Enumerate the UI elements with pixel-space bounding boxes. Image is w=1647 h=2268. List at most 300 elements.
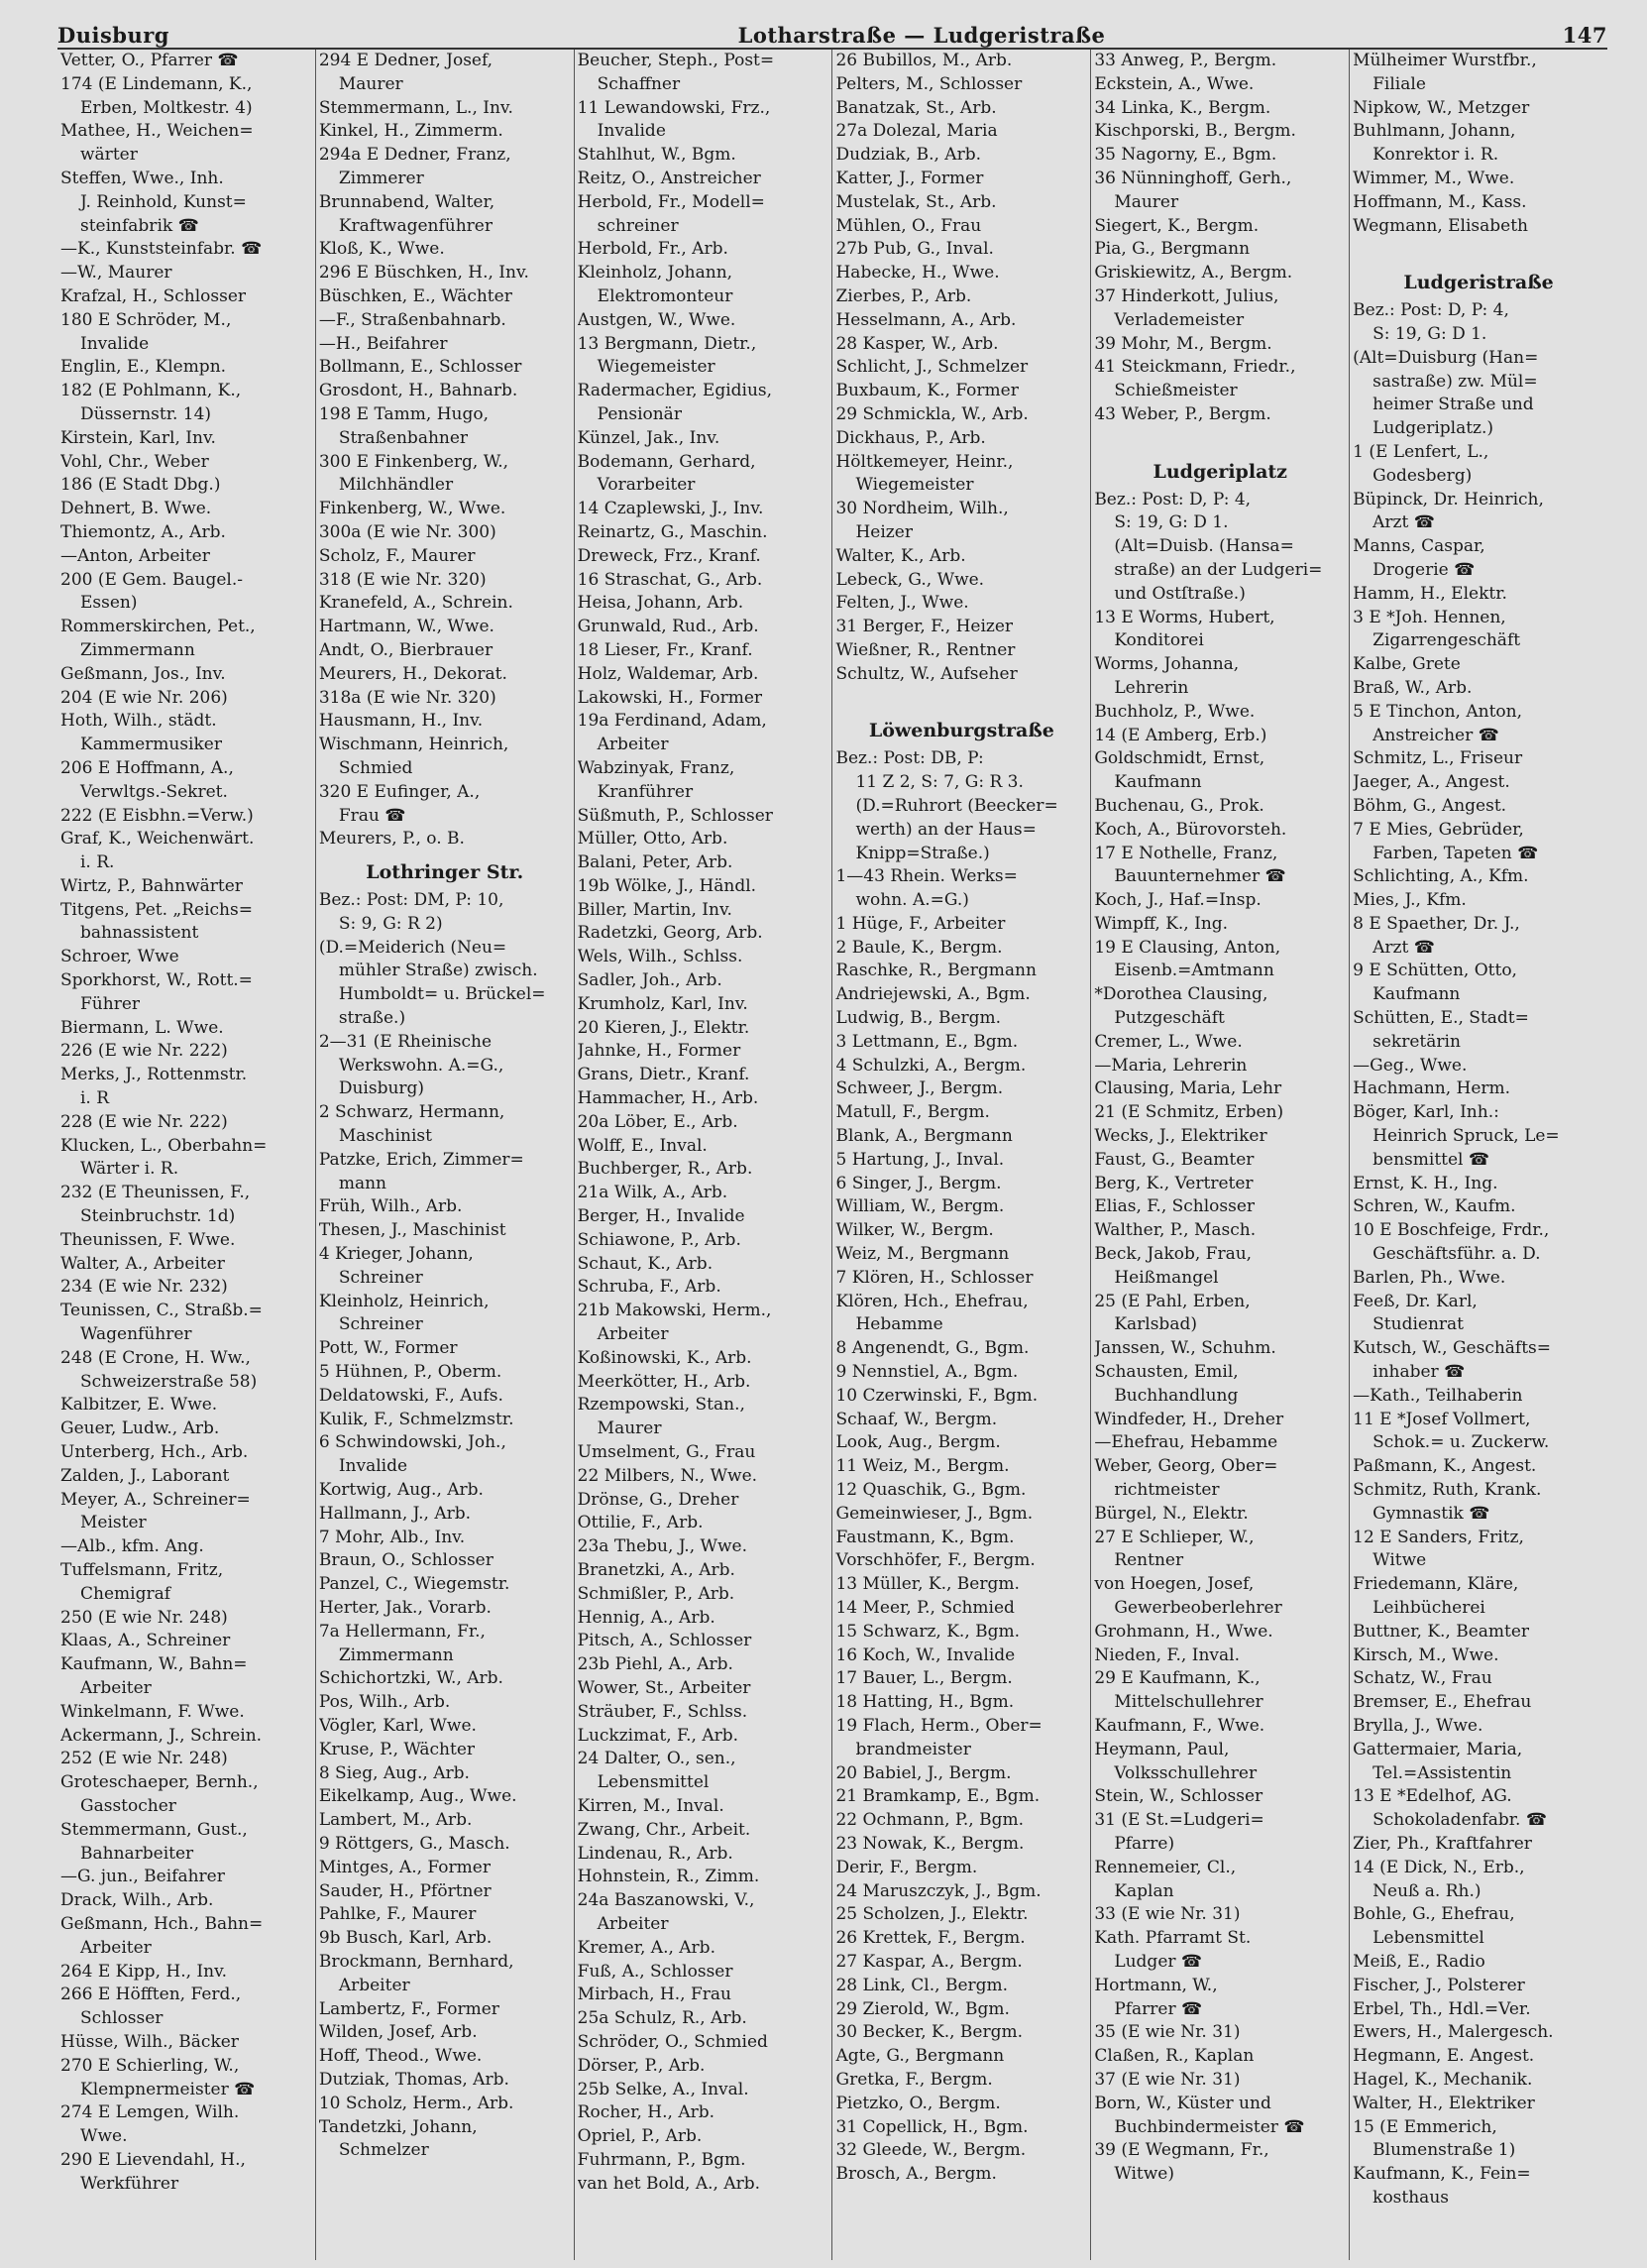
header-city: Duisburg xyxy=(57,23,169,48)
directory-entry: 13 Müller, K., Bergm. xyxy=(835,1574,1020,1595)
directory-entry: 204 (E wie Nr. 206) xyxy=(60,687,228,708)
directory-entry: van het Bold, A., Arb. xyxy=(577,2173,761,2194)
entry-continuation: Heißmangel xyxy=(1114,1267,1219,1288)
directory-entry: Sauder, H., Pförtner xyxy=(318,1880,492,1901)
directory-entry: Winkelmann, F. Wwe. xyxy=(60,1701,245,1722)
directory-entry: 23a Thebu, J., Wwe. xyxy=(577,1536,748,1557)
directory-entry: Kaufmann, F., Wwe. xyxy=(1094,1715,1265,1736)
directory-entry: 228 (E wie Nr. 222) xyxy=(60,1111,228,1132)
directory-entry: Griskiewitz, A., Bergm. xyxy=(1094,263,1293,284)
entry-continuation: Lebensmittel xyxy=(1372,1928,1484,1949)
entry-continuation: Wiegemeister xyxy=(597,357,715,378)
directory-entry: Walther, P., Masch. xyxy=(1094,1220,1257,1241)
directory-entry: 33 Anweg, P., Bergm. xyxy=(1094,51,1277,70)
directory-entry: Tandetzki, Johann, xyxy=(318,2116,478,2137)
street-heading: Löwenburgstraße xyxy=(868,720,1054,742)
directory-entry: 182 (E Pohlmann, K., xyxy=(60,381,242,401)
directory-column xyxy=(1091,50,1350,2260)
directory-entry: Früh, Wilh., Arb. xyxy=(318,1196,463,1217)
directory-entry: Vohl, Chr., Weber xyxy=(60,451,209,472)
directory-entry: Kortwig, Aug., Arb. xyxy=(318,1480,484,1501)
directory-entry: 31 (E St.=Ludgeri= xyxy=(1094,1810,1264,1831)
directory-entry: Jahnke, H., Former xyxy=(577,1041,741,1062)
directory-entry: Ottilie, F., Arb. xyxy=(577,1513,704,1533)
directory-entry: Drack, Wilh., Arb. xyxy=(60,1890,214,1911)
directory-entry: 37 Hinderkott, Julius, xyxy=(1094,285,1279,306)
entry-continuation: Arbeiter xyxy=(80,1937,152,1958)
directory-entry: 7 Klören, H., Schlosser xyxy=(835,1267,1034,1288)
directory-entry: Klaas, A., Schreiner xyxy=(60,1631,231,1651)
directory-entry: 232 (E Theunissen, F., xyxy=(60,1183,251,1203)
entry-continuation: Arzt ☎ xyxy=(1372,512,1435,533)
entry-continuation: Kaufmann xyxy=(1114,772,1202,793)
directory-entry: Braun, O., Schlosser xyxy=(318,1550,494,1571)
directory-entry: Mathee, H., Weichen= xyxy=(60,121,254,142)
directory-entry: Wischmann, Heinrich, xyxy=(318,735,509,755)
directory-entry: Weiz, M., Bergmann xyxy=(835,1244,1010,1265)
directory-entry: 200 (E Gem. Baugel.- xyxy=(60,569,243,590)
directory-entry: 29 E Kaufmann, K., xyxy=(1094,1668,1261,1689)
directory-entry: Schlicht, J., Schmelzer xyxy=(835,357,1029,378)
directory-entry: Gemeinwieser, J., Bgm. xyxy=(835,1503,1034,1524)
directory-entry: 30 Becker, K., Bergm. xyxy=(835,2022,1024,2043)
directory-entry: Elias, F., Schlosser xyxy=(1094,1196,1256,1217)
directory-entry: Hohnstein, R., Zimm. xyxy=(577,1867,760,1887)
directory-entry: 29 Zierold, W., Bgm. xyxy=(835,1998,1010,2019)
directory-entry: Buchberger, R., Arb. xyxy=(577,1159,753,1180)
entry-continuation: richtmeister xyxy=(1114,1480,1220,1501)
directory-entry: —Geg., Wwe. xyxy=(1353,1055,1468,1076)
directory-entry: 28 Link, Cl., Bergm. xyxy=(835,1975,1009,1995)
directory-entry: 9b Busch, Karl, Arb. xyxy=(318,1928,493,1949)
directory-entry: 9 Röttgers, G., Masch. xyxy=(318,1833,510,1854)
directory-entry: Kleinholz, Heinrich, xyxy=(318,1291,490,1311)
entry-continuation: mann xyxy=(338,1173,386,1193)
directory-entry: 35 Nagorny, E., Bgm. xyxy=(1094,145,1277,166)
directory-entry: Buchholz, P., Wwe. xyxy=(1094,701,1256,722)
directory-entry: Kaufmann, W., Bahn= xyxy=(60,1654,248,1675)
directory-entry: 23 Nowak, K., Bergm. xyxy=(835,1833,1025,1854)
directory-entry: Panzel, C., Wiegemstr. xyxy=(318,1574,510,1595)
directory-entry: Reitz, O., Anstreicher xyxy=(577,168,761,188)
entry-continuation: Arbeiter xyxy=(597,1324,669,1345)
directory-entry: Zalden, J., Laborant xyxy=(60,1465,230,1486)
directory-entry: Ewers, H., Malergesch. xyxy=(1353,2022,1554,2043)
directory-entry: Kischporski, B., Bergm. xyxy=(1094,121,1296,142)
directory-entry: Raschke, R., Bergmann xyxy=(835,961,1037,981)
directory-entry: Zierbes, P., Arb. xyxy=(835,285,972,306)
directory-entry: Schmitz, Ruth, Krank. xyxy=(1353,1480,1542,1501)
directory-entry: Drönse, G., Dreher xyxy=(577,1489,739,1510)
street-heading: Ludgeriplatz xyxy=(1153,460,1287,483)
entry-continuation: Mittelschullehrer xyxy=(1114,1692,1263,1713)
directory-entry: 5 E Tinchon, Anton, xyxy=(1353,701,1523,722)
entry-continuation: Duisburg) xyxy=(338,1078,425,1099)
directory-entry: 290 E Lievendahl, H., xyxy=(60,2149,246,2170)
directory-entry: Brosch, A., Bergm. xyxy=(835,2164,997,2185)
directory-entry: 26 Bubillos, M., Arb. xyxy=(835,51,1013,70)
entry-continuation: Heinrich Spruck, Le= xyxy=(1372,1126,1560,1147)
directory-entry: Radetzki, Georg, Arb. xyxy=(577,923,763,944)
directory-entry: Herter, Jak., Vorarb. xyxy=(318,1598,492,1618)
directory-entry: Vögler, Karl, Wwe. xyxy=(318,1715,477,1736)
directory-entry: Biller, Martin, Inv. xyxy=(577,899,732,920)
directory-entry: Klören, Hch., Ehefrau, xyxy=(835,1291,1029,1311)
directory-entry: 9 E Schütten, Otto, xyxy=(1353,961,1517,981)
page-header xyxy=(57,8,1607,50)
directory-entry: Schatz, W., Frau xyxy=(1353,1668,1492,1689)
entry-continuation: straße) an der Ludgeri= xyxy=(1114,559,1323,580)
spacer xyxy=(1353,238,1604,262)
directory-column xyxy=(57,50,316,2260)
directory-entry: 300a (E wie Nr. 300) xyxy=(318,521,496,542)
entry-continuation: Ludgeriplatz.) xyxy=(1372,418,1494,439)
directory-entry: 31 Berger, F., Heizer xyxy=(835,617,1014,637)
directory-entry: Schichortzki, W., Arb. xyxy=(318,1668,503,1689)
directory-entry: 11 Lewandowski, Frz., xyxy=(577,97,771,118)
directory-entry: Kinkel, H., Zimmerm. xyxy=(318,121,503,142)
entry-continuation: Pfarrer ☎ xyxy=(1114,1998,1203,2019)
directory-entry: Sträuber, F., Schlss. xyxy=(577,1701,748,1722)
directory-entry: 27 E Schlieper, W., xyxy=(1094,1527,1255,1547)
directory-entry: Unterberg, Hch., Arb. xyxy=(60,1442,249,1463)
directory-entry: Buchenau, G., Prok. xyxy=(1094,795,1264,816)
directory-entry: Sporkhorst, W., Rott.= xyxy=(60,970,253,991)
entry-continuation: Studienrat xyxy=(1372,1314,1464,1335)
entry-continuation: Leihbücherei xyxy=(1372,1598,1485,1618)
directory-entry: Wower, St., Arbeiter xyxy=(577,1677,751,1698)
directory-entry: Andt, O., Bierbrauer xyxy=(318,639,494,660)
entry-continuation: Eisenb.=Amtmann xyxy=(1114,961,1274,981)
entry-continuation: Farben, Tapeten ☎ xyxy=(1372,843,1539,863)
entry-continuation: bensmittel ☎ xyxy=(1372,1149,1490,1170)
entry-continuation: Frau ☎ xyxy=(338,805,406,826)
directory-entry: Eckstein, A., Wwe. xyxy=(1094,73,1255,94)
directory-entry: 18 Lieser, Fr., Kranf. xyxy=(577,639,753,660)
directory-entry: Clausing, Maria, Lehr xyxy=(1094,1078,1282,1099)
directory-entry: Balani, Peter, Arb. xyxy=(577,852,733,873)
entry-continuation: Geschäftsführ. a. D. xyxy=(1372,1244,1541,1265)
directory-entry: Rocher, H., Arb. xyxy=(577,2102,715,2123)
entry-continuation: Blumenstraße 1) xyxy=(1372,2140,1516,2161)
directory-entry: Braß, W., Arb. xyxy=(1353,677,1473,698)
entry-continuation: i. R. xyxy=(80,852,115,873)
directory-entry: Pelters, M., Schlosser xyxy=(835,73,1023,94)
directory-entry: Look, Aug., Bergm. xyxy=(835,1432,1001,1453)
directory-columns xyxy=(57,50,1607,2260)
directory-entry: Hoffmann, M., Kass. xyxy=(1353,191,1527,212)
entry-continuation: Pensionär xyxy=(597,403,682,424)
directory-entry: Finkenberg, W., Wwe. xyxy=(318,499,506,519)
directory-entry: 1 Hüge, F., Arbeiter xyxy=(835,913,1006,934)
directory-entry: Katter, J., Former xyxy=(835,168,984,188)
directory-entry: Schütten, E., Stadt= xyxy=(1353,1008,1529,1029)
directory-entry: 234 (E wie Nr. 232) xyxy=(60,1277,228,1298)
directory-entry: 27 Kaspar, A., Bergm. xyxy=(835,1951,1023,1972)
directory-entry: 25 Scholzen, J., Elektr. xyxy=(835,1904,1029,1925)
directory-entry: 1 (E Lenfert, L., xyxy=(1353,441,1489,462)
directory-entry: Claßen, R., Kaplan xyxy=(1094,2046,1255,2067)
directory-entry: 8 E Spaether, Dr. J., xyxy=(1353,913,1520,934)
directory-entry: Pott, W., Former xyxy=(318,1338,458,1359)
directory-entry: Pitsch, A., Schlosser xyxy=(577,1631,752,1651)
directory-entry: Rzempowski, Stan., xyxy=(577,1395,745,1416)
directory-entry: Müller, Otto, Arb. xyxy=(577,829,728,850)
directory-entry: Feeß, Dr. Karl, xyxy=(1353,1291,1478,1311)
directory-entry: Englin, E., Klempn. xyxy=(60,357,227,378)
directory-entry: von Hoegen, Josef, xyxy=(1094,1574,1255,1595)
directory-entry: Friedemann, Kläre, xyxy=(1353,1574,1519,1595)
directory-entry: Wießner, R., Rentner xyxy=(835,639,1016,660)
directory-entry: 252 (E wie Nr. 248) xyxy=(60,1749,228,1769)
directory-entry: Kutsch, W., Geschäfts= xyxy=(1353,1338,1552,1359)
entry-continuation: inhaber ☎ xyxy=(1372,1362,1466,1383)
directory-entry: Theunissen, F. Wwe. xyxy=(60,1229,236,1250)
directory-entry: Hesselmann, A., Arb. xyxy=(835,309,1017,330)
directory-entry: —H., Beifahrer xyxy=(318,333,448,354)
directory-entry: Felten, J., Wwe. xyxy=(835,593,969,614)
directory-entry: 10 E Boschfeige, Frdr., xyxy=(1353,1220,1550,1241)
directory-entry: 39 (E Wegmann, Fr., xyxy=(1094,2140,1269,2161)
directory-entry: Klucken, L., Oberbahn= xyxy=(60,1135,268,1156)
directory-entry: Walter, A., Arbeiter xyxy=(60,1253,225,1274)
directory-entry: 300 E Finkenberg, W., xyxy=(318,451,509,472)
entry-continuation: Humboldt= u. Brückel= xyxy=(338,984,546,1005)
directory-entry: 250 (E wie Nr. 248) xyxy=(60,1607,228,1628)
directory-entry: Kaufmann, K., Fein= xyxy=(1353,2164,1531,2185)
directory-entry: Cremer, L., Wwe. xyxy=(1094,1031,1243,1052)
directory-entry: Dudziak, B., Arb. xyxy=(835,145,981,166)
directory-entry: Paßmann, K., Angest. xyxy=(1353,1456,1537,1477)
directory-entry: Künzel, Jak., Inv. xyxy=(577,427,720,448)
directory-entry: Blank, A., Bergmann xyxy=(835,1126,1013,1147)
directory-entry: 37 (E wie Nr. 31) xyxy=(1094,2069,1241,2090)
entry-continuation: Neuß a. Rh.) xyxy=(1372,1880,1482,1901)
directory-entry: Büschken, E., Wächter xyxy=(318,285,512,306)
entry-continuation: Führer xyxy=(80,993,141,1014)
directory-entry: Fischer, J., Polsterer xyxy=(1353,1975,1525,1995)
directory-entry: Lambertz, F., Former xyxy=(318,1998,499,2019)
directory-entry: Schausten, Emil, xyxy=(1094,1362,1239,1383)
directory-entry: Wirtz, P., Bahnwärter xyxy=(60,875,243,896)
directory-entry: 294 E Dedner, Josef, xyxy=(318,51,494,70)
entry-continuation: Invalide xyxy=(80,333,150,354)
directory-entry: 31 Copellick, H., Bgm. xyxy=(835,2116,1029,2137)
directory-entry: Pia, G., Bergmann xyxy=(1094,239,1251,260)
directory-entry: Hoff, Theod., Wwe. xyxy=(318,2046,483,2067)
entry-continuation: Wiegemeister xyxy=(855,475,974,496)
entry-continuation: Maurer xyxy=(338,73,403,94)
directory-entry: 20 Babiel, J., Bergm. xyxy=(835,1762,1012,1783)
directory-entry: —Maria, Lehrerin xyxy=(1094,1055,1248,1076)
directory-entry: Vetter, O., Pfarrer ☎ xyxy=(60,51,239,70)
directory-entry: 7a Hellermann, Fr., xyxy=(318,1621,486,1642)
directory-entry: Goldschmidt, Ernst, xyxy=(1094,748,1265,769)
directory-entry: 17 Bauer, L., Bergm. xyxy=(835,1668,1013,1689)
entry-continuation: Schießmeister xyxy=(1114,381,1238,401)
directory-entry: 3 E *Joh. Hennen, xyxy=(1353,607,1506,627)
entry-continuation: Essen) xyxy=(80,593,138,614)
directory-entry: Sadler, Joh., Arb. xyxy=(577,970,722,991)
directory-entry: Hoth, Wilh., städt. xyxy=(60,711,217,732)
directory-entry: Vorschhöfer, F., Bergm. xyxy=(835,1550,1036,1571)
directory-entry: Schren, W., Kaufm. xyxy=(1353,1196,1516,1217)
spacer xyxy=(835,687,1087,711)
entry-continuation: Rentner xyxy=(1114,1550,1184,1571)
directory-entry: Bodemann, Gerhard, xyxy=(577,451,756,472)
directory-entry: 8 Angenendt, G., Bgm. xyxy=(835,1338,1030,1359)
directory-entry: Brockmann, Bernhard, xyxy=(318,1951,514,1972)
entry-continuation: Godesberg) xyxy=(1372,465,1473,486)
entry-continuation: Verlademeister xyxy=(1114,309,1245,330)
directory-entry: Böhm, G., Angest. xyxy=(1353,795,1507,816)
directory-entry: 318 (E wie Nr. 320) xyxy=(318,569,487,590)
entry-continuation: wärter xyxy=(80,145,138,166)
directory-entry: Windfeder, H., Dreher xyxy=(1094,1409,1284,1429)
entry-continuation: Konditorei xyxy=(1114,630,1204,651)
directory-entry: 20a Löber, E., Arb. xyxy=(577,1111,738,1132)
directory-entry: Stein, W., Schlosser xyxy=(1094,1786,1263,1807)
entry-continuation: Tel.=Assistentin xyxy=(1372,1762,1512,1783)
entry-continuation: Kraftwagenführer xyxy=(338,215,493,236)
directory-entry: 226 (E wie Nr. 222) xyxy=(60,1041,228,1062)
entry-continuation: Witwe) xyxy=(1114,2164,1174,2185)
directory-entry: Dehnert, B. Wwe. xyxy=(60,499,212,519)
directory-entry: 274 E Lemgen, Wilh. xyxy=(60,2102,240,2123)
directory-entry: Kirsch, M., Wwe. xyxy=(1353,1644,1499,1665)
directory-entry: Wegmann, Elisabeth xyxy=(1353,215,1528,236)
directory-entry: 43 Weber, P., Bergm. xyxy=(1094,403,1271,424)
directory-entry: 19b Wölke, J., Händl. xyxy=(577,875,757,896)
entry-continuation: kosthaus xyxy=(1372,2187,1449,2208)
directory-entry: Lambert, M., Arb. xyxy=(318,1810,473,1831)
directory-entry: 28 Kasper, W., Arb. xyxy=(835,333,999,354)
directory-entry: 13 E *Edelhof, AG. xyxy=(1353,1786,1512,1807)
directory-entry: Bez.: Post: DM, P: 10, xyxy=(318,890,504,911)
header-streets: Lotharstraße — Ludgeristraße xyxy=(737,23,1106,48)
directory-entry: 266 E Höfften, Ferd., xyxy=(60,1984,242,2005)
directory-entry: Berger, H., Invalide xyxy=(577,1206,745,1227)
entry-continuation: Schlosser xyxy=(80,2008,164,2029)
entry-continuation: Gewerbeoberlehrer xyxy=(1114,1598,1282,1618)
directory-entry: Geßmann, Jos., Inv. xyxy=(60,663,226,684)
header-page-number: 147 xyxy=(1562,23,1607,48)
directory-entry: Walter, K., Arb. xyxy=(835,545,966,566)
directory-entry: Hagel, K., Mechanik. xyxy=(1353,2069,1533,2090)
directory-entry: Opriel, P., Arb. xyxy=(577,2126,703,2147)
directory-entry: Grunwald, Rud., Arb. xyxy=(577,617,759,637)
entry-continuation: Heizer xyxy=(855,521,913,542)
directory-entry: Schmitz, L., Friseur xyxy=(1353,748,1523,769)
entry-continuation: sastraße) zw. Mül= xyxy=(1372,371,1538,392)
directory-entry: Barlen, Ph., Wwe. xyxy=(1353,1267,1506,1288)
directory-entry: 2—31 (E Rheinische xyxy=(318,1031,493,1052)
directory-entry: 22 Ochmann, P., Bgm. xyxy=(835,1810,1024,1831)
directory-column xyxy=(575,50,833,2260)
directory-entry: —F., Straßenbahnarb. xyxy=(318,309,506,330)
directory-entry: 19a Ferdinand, Adam, xyxy=(577,711,767,732)
directory-column xyxy=(316,50,575,2260)
directory-entry: Fuhrmann, P., Bgm. xyxy=(577,2149,746,2170)
directory-entry: Zier, Ph., Kraftfahrer xyxy=(1353,1833,1532,1854)
entry-continuation: Schreiner xyxy=(338,1314,423,1335)
directory-entry: Ernst, K. H., Ing. xyxy=(1353,1173,1498,1193)
directory-entry: (Alt=Duisburg (Han= xyxy=(1353,347,1539,368)
directory-entry: Walter, H., Elektriker xyxy=(1353,2093,1535,2113)
entry-continuation: Zimmermann xyxy=(80,639,195,660)
directory-entry: Höltkemeyer, Heinr., xyxy=(835,451,1014,472)
directory-entry: 294a E Dedner, Franz, xyxy=(318,145,511,166)
directory-entry: 27b Pub, G., Inval. xyxy=(835,239,994,260)
entry-continuation: Bauunternehmer ☎ xyxy=(1114,866,1286,887)
directory-entry: Kalbitzer, E. Wwe. xyxy=(60,1395,218,1416)
directory-entry: Matull, F., Bergm. xyxy=(835,1102,990,1123)
directory-entry: 32 Gleede, W., Bergm. xyxy=(835,2140,1027,2161)
entry-continuation: Zimmerer xyxy=(338,168,424,188)
directory-entry: Wilden, Josef, Arb. xyxy=(318,2022,478,2043)
directory-entry: Dörser, P., Arb. xyxy=(577,2055,706,2076)
street-heading: Lothringer Str. xyxy=(366,861,524,884)
directory-entry: Bez.: Post: D, P: 4, xyxy=(1094,489,1252,510)
entry-continuation: Werkführer xyxy=(80,2173,179,2194)
directory-entry: Meiß, E., Radio xyxy=(1353,1951,1485,1972)
directory-entry: Schröder, O., Schmied xyxy=(577,2031,768,2052)
directory-entry: 21 (E Schmitz, Erben) xyxy=(1094,1102,1284,1123)
directory-entry: Büpinck, Dr. Heinrich, xyxy=(1353,489,1544,510)
directory-entry: Pahlke, F., Maurer xyxy=(318,1904,477,1925)
directory-entry: 4 Krieger, Johann, xyxy=(318,1244,474,1265)
directory-entry: —Anton, Arbeiter xyxy=(60,545,210,566)
directory-entry: 23b Piehl, A., Arb. xyxy=(577,1654,733,1675)
entry-continuation: Maurer xyxy=(1114,191,1179,212)
entry-continuation: Steinbruchstr. 1d) xyxy=(80,1206,236,1227)
entry-continuation: sekretärin xyxy=(1372,1031,1461,1052)
directory-entry: 296 E Büschken, H., Inv. xyxy=(318,263,529,284)
directory-entry: Mintges, A., Former xyxy=(318,1857,491,1877)
directory-entry: Mustelak, St., Arb. xyxy=(835,191,997,212)
directory-entry: —W., Maurer xyxy=(60,263,172,284)
directory-entry: Schlichting, A., Kfm. xyxy=(1353,866,1529,887)
entry-continuation: Zimmermann xyxy=(338,1644,454,1665)
directory-entry: Hegmann, E. Angest. xyxy=(1353,2046,1535,2067)
directory-entry: *Dorothea Clausing, xyxy=(1094,984,1268,1005)
directory-entry: Groteschaeper, Bernh., xyxy=(60,1772,259,1793)
entry-continuation: Werkswohn. A.=G., xyxy=(338,1055,504,1076)
directory-entry: Herbold, Fr., Modell= xyxy=(577,191,765,212)
directory-entry: Hamm, H., Elektr. xyxy=(1353,583,1507,604)
directory-entry: 16 Koch, W., Invalide xyxy=(835,1644,1016,1665)
directory-entry: 21b Makowski, Herm., xyxy=(577,1301,772,1321)
directory-entry: Andriejewski, A., Bgm. xyxy=(835,984,1031,1005)
directory-entry: Schiawone, P., Arb. xyxy=(577,1229,741,1250)
directory-entry: Wimmer, M., Wwe. xyxy=(1353,168,1515,188)
directory-entry: Ackermann, J., Schrein. xyxy=(60,1725,263,1746)
entry-continuation: Kaplan xyxy=(1114,1880,1174,1901)
directory-entry: 1—43 Rhein. Werks= xyxy=(835,866,1018,887)
entry-continuation: Invalide xyxy=(338,1456,408,1477)
entry-continuation: Gasstocher xyxy=(80,1795,176,1816)
directory-entry: 24 Dalter, O., sen., xyxy=(577,1749,736,1769)
directory-entry: Biermann, L. Wwe. xyxy=(60,1017,224,1038)
directory-entry: 19 Flach, Herm., Ober= xyxy=(835,1715,1043,1736)
directory-entry: Weber, Georg, Ober= xyxy=(1094,1456,1278,1477)
directory-entry: 186 (E Stadt Dbg.) xyxy=(60,475,221,496)
directory-entry: 25 (E Pahl, Erben, xyxy=(1094,1291,1251,1311)
entry-continuation: Arzt ☎ xyxy=(1372,937,1435,958)
directory-entry: 21a Wilk, A., Arb. xyxy=(577,1183,728,1203)
directory-entry: 30 Nordheim, Wilh., xyxy=(835,499,1009,519)
directory-entry: 198 E Tamm, Hugo, xyxy=(318,403,489,424)
